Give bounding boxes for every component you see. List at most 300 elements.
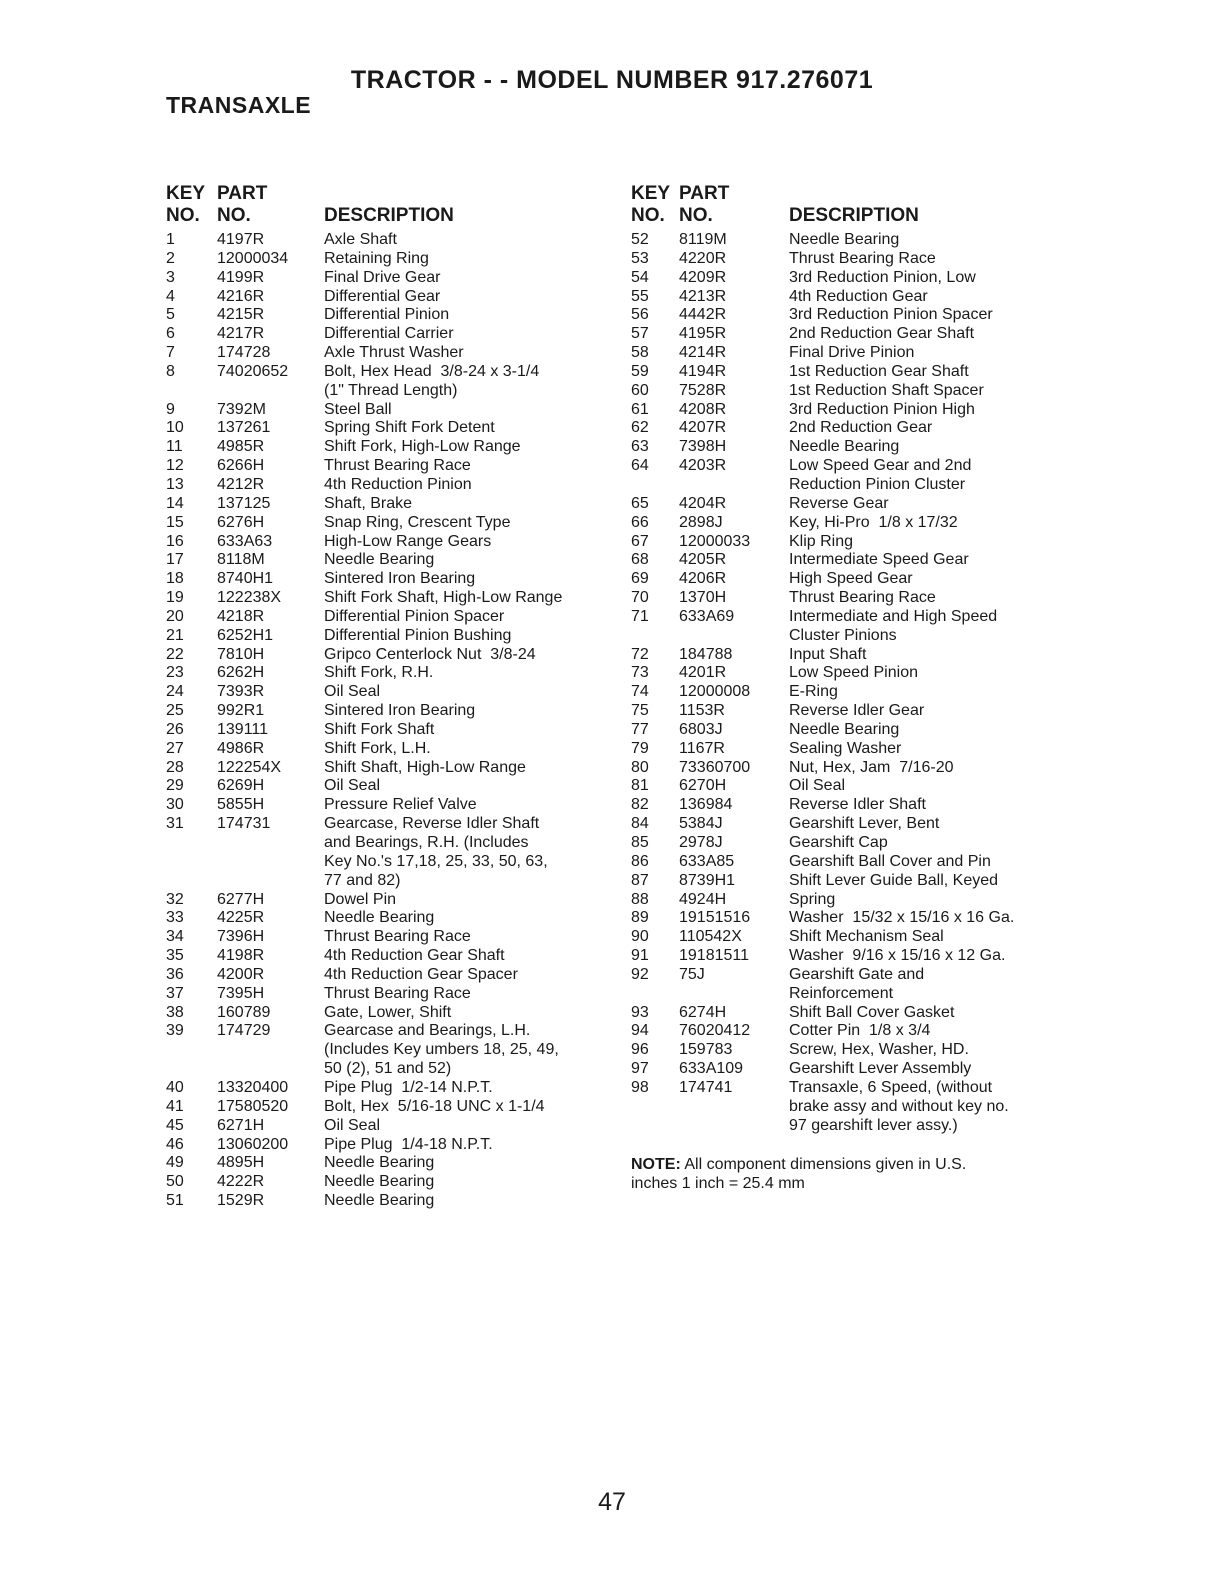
table-body <box>166 231 596 1211</box>
table-row <box>631 325 1051 344</box>
table-row <box>166 438 596 457</box>
part-no-cell: 6277H <box>217 890 265 908</box>
part-no-cell: 184788 <box>679 645 733 663</box>
table-row <box>166 382 596 401</box>
description-cell: Key No.'s 17,18, 25, 33, 50, 63, <box>324 852 548 870</box>
key-no-cell: 5 <box>166 306 175 324</box>
part-no-cell: 7396H <box>217 928 265 946</box>
key-no-cell: 71 <box>631 607 649 625</box>
key-no-cell: 49 <box>166 1154 184 1172</box>
key-no-cell: 30 <box>166 796 184 814</box>
part-no-cell: 5855H <box>217 796 265 814</box>
key-no-cell: 97 <box>631 1060 649 1078</box>
description-cell: Needle Bearing <box>789 720 900 738</box>
description-cell: 1st Reduction Shaft Spacer <box>789 381 984 399</box>
header-part: PART <box>679 183 730 204</box>
table-row <box>631 1079 1051 1098</box>
table-row <box>631 815 1051 834</box>
key-no-cell: 89 <box>631 909 649 927</box>
key-no-cell: 69 <box>631 570 649 588</box>
key-no-cell: 37 <box>166 984 184 1002</box>
key-no-cell: 15 <box>166 513 184 531</box>
part-no-cell: 6270H <box>679 777 727 795</box>
part-no-cell: 1529R <box>217 1192 265 1210</box>
description-cell: Axle Shaft <box>324 231 397 248</box>
key-no-cell: 57 <box>631 325 649 343</box>
description-cell: 4th Reduction Gear Shaft <box>324 947 505 965</box>
description-cell: E-Ring <box>789 683 838 701</box>
table-row <box>166 325 596 344</box>
part-no-cell: 6274H <box>679 1003 727 1021</box>
description-cell: Washer 15/32 x 15/16 x 16 Ga. <box>789 909 1015 927</box>
table-row <box>631 288 1051 307</box>
table-row <box>631 608 1051 627</box>
table-row <box>631 1004 1051 1023</box>
description-cell: 97 gearshift lever assy.) <box>789 1116 958 1134</box>
part-no-cell: 7810H <box>217 645 265 663</box>
key-no-cell: 26 <box>166 720 184 738</box>
table-row <box>166 269 596 288</box>
part-no-cell: 110542X <box>679 928 742 946</box>
description-cell: Reverse Idler Gear <box>789 702 925 720</box>
table-row <box>166 1098 596 1117</box>
part-no-cell: 4216R <box>217 287 265 305</box>
description-cell: Shift Fork Shaft <box>324 720 435 738</box>
part-no-cell: 4204R <box>679 494 727 512</box>
table-row <box>631 759 1051 778</box>
header-key-no: NO. <box>631 205 665 226</box>
key-no-cell: 34 <box>166 928 184 946</box>
table-row <box>631 382 1051 401</box>
part-no-cell <box>679 627 789 646</box>
key-no-cell: 93 <box>631 1003 649 1021</box>
key-no-cell: 41 <box>166 1097 184 1115</box>
page-number: 47 <box>598 1488 626 1516</box>
description-cell: Gearshift Gate and <box>789 965 925 983</box>
part-no-cell: 4200R <box>217 965 265 983</box>
description-cell: 3rd Reduction Pinion, Low <box>789 268 976 286</box>
part-no-cell: 6271H <box>217 1116 265 1134</box>
part-no-cell: 6266H <box>217 457 265 475</box>
page-title: TRACTOR - - MODEL NUMBER 917.276071 <box>350 66 874 94</box>
key-no-cell: 81 <box>631 777 649 795</box>
part-no-cell: 7392M <box>217 400 266 418</box>
table-row <box>166 1136 596 1155</box>
key-no-cell: 33 <box>166 909 184 927</box>
part-no-cell: 633A109 <box>679 1060 744 1078</box>
table-row <box>631 834 1051 853</box>
key-no-cell: 87 <box>631 871 649 889</box>
description-cell: Oil Seal <box>324 1116 381 1134</box>
part-no-cell: 5384J <box>679 815 723 833</box>
key-no-cell: 45 <box>166 1116 184 1134</box>
description-cell: Shift Ball Cover Gasket <box>789 1003 955 1021</box>
description-cell: Gate, Lower, Shift <box>324 1003 452 1021</box>
part-no-cell: 4213R <box>679 287 727 305</box>
part-no-cell: 4207R <box>679 419 727 437</box>
part-no-cell: 1370H <box>679 589 727 607</box>
table-row <box>631 495 1051 514</box>
description-cell: Differential Pinion Bushing <box>324 626 512 644</box>
note-label: NOTE: <box>631 1155 681 1173</box>
key-no-cell: 18 <box>166 570 184 588</box>
description-cell: Low Speed Pinion <box>789 664 918 682</box>
table-row <box>631 985 1051 1004</box>
key-no-cell <box>166 382 217 401</box>
description-cell: Oil Seal <box>789 777 846 795</box>
key-no-cell: 85 <box>631 834 649 851</box>
table-row <box>631 363 1051 382</box>
key-no-cell: 9 <box>166 400 175 418</box>
table-row <box>166 664 596 683</box>
part-no-cell: 6803J <box>679 720 723 738</box>
key-no-cell: 16 <box>166 532 184 550</box>
table-row <box>166 1004 596 1023</box>
description-cell: Gearcase, Reverse Idler Shaft <box>324 815 540 833</box>
table-row <box>631 721 1051 740</box>
description-cell: Klip Ring <box>789 532 854 550</box>
part-no-cell: 4220R <box>679 249 727 267</box>
part-no-cell: 6252H1 <box>217 626 274 644</box>
key-no-cell: 96 <box>631 1041 649 1059</box>
table-row <box>166 966 596 985</box>
part-no-cell: 2978J <box>679 834 723 851</box>
key-no-cell: 10 <box>166 419 184 437</box>
part-no-cell: 633A69 <box>679 607 735 625</box>
table-body <box>631 231 1051 1136</box>
key-no-cell: 58 <box>631 344 649 362</box>
part-no-cell <box>679 985 789 1004</box>
description-cell: Spring Shift Fork Detent <box>324 419 495 437</box>
key-no-cell: 21 <box>166 626 184 644</box>
description-cell: Nut, Hex, Jam 7/16-20 <box>789 758 954 776</box>
table-row <box>166 872 596 891</box>
description-cell: Needle Bearing <box>324 551 435 569</box>
part-no-cell: 7395H <box>217 984 265 1002</box>
table-row <box>166 551 596 570</box>
key-no-cell: 11 <box>166 438 183 456</box>
description-cell: Reverse Idler Shaft <box>789 796 926 814</box>
table-row <box>166 476 596 495</box>
description-cell: 77 and 82) <box>324 871 401 889</box>
key-no-cell <box>166 853 217 872</box>
description-cell: Final Drive Pinion <box>789 344 915 362</box>
key-no-cell: 67 <box>631 532 649 550</box>
key-no-cell: 32 <box>166 890 184 908</box>
part-no-cell: 4222R <box>217 1173 265 1191</box>
note-text: All component dimensions given in U.S. <box>680 1155 967 1173</box>
table-row <box>631 891 1051 910</box>
table-row <box>631 306 1051 325</box>
description-cell: Gearcase and Bearings, L.H. <box>324 1022 531 1040</box>
table-row <box>631 872 1051 891</box>
part-no-cell: 1167R <box>679 739 725 757</box>
key-no-cell: 51 <box>166 1192 184 1210</box>
description-cell: Thrust Bearing Race <box>789 589 936 607</box>
description-cell: Oil Seal <box>324 683 381 701</box>
description-cell: Differential Pinion <box>324 306 450 324</box>
part-no-cell: 159783 <box>679 1041 733 1059</box>
part-no-cell: 8119M <box>679 231 727 248</box>
key-no-cell: 54 <box>631 268 649 286</box>
table-row <box>166 231 596 250</box>
key-no-cell: 62 <box>631 419 649 437</box>
part-no-cell <box>679 1117 789 1136</box>
part-no-cell: 4199R <box>217 268 265 286</box>
table-row <box>166 419 596 438</box>
table-row <box>631 646 1051 665</box>
part-no-cell: 4214R <box>679 344 727 362</box>
table-row <box>631 683 1051 702</box>
part-no-cell <box>679 476 789 495</box>
table-row <box>166 495 596 514</box>
table-row <box>631 777 1051 796</box>
description-cell: Shift Mechanism Seal <box>789 928 944 946</box>
key-no-cell: 14 <box>166 494 184 512</box>
part-no-cell: 633A63 <box>217 532 273 550</box>
key-no-cell: 28 <box>166 758 184 776</box>
key-no-cell: 38 <box>166 1003 184 1021</box>
description-cell: Pipe Plug 1/2-14 N.P.T. <box>324 1078 493 1096</box>
part-no-cell: 992R1 <box>217 702 265 720</box>
key-no-cell <box>631 1117 679 1136</box>
table-row <box>631 740 1051 759</box>
part-no-cell: 136984 <box>679 796 733 814</box>
description-cell: Shift Lever Guide Ball, Keyed <box>789 871 999 889</box>
table-row <box>631 344 1051 363</box>
table-row <box>166 1022 596 1041</box>
table-row <box>631 476 1051 495</box>
description-cell: Bolt, Hex Head 3/8-24 x 3-1/4 <box>324 362 540 380</box>
description-cell: Screw, Hex, Washer, HD. <box>789 1041 969 1059</box>
description-cell: 4th Reduction Gear <box>789 287 928 305</box>
description-cell: Reinforcement <box>789 984 894 1002</box>
description-cell: Gearshift Cap <box>789 834 888 851</box>
part-no-cell: 7393R <box>217 683 265 701</box>
key-no-cell: 60 <box>631 381 649 399</box>
key-no-cell: 92 <box>631 965 649 983</box>
table-row <box>166 1173 596 1192</box>
table-row <box>631 457 1051 476</box>
header-key-no: NO. <box>166 205 200 226</box>
table-row <box>166 1117 596 1136</box>
key-no-cell: 25 <box>166 702 184 720</box>
description-cell: Gearshift Lever, Bent <box>789 815 940 833</box>
table-row <box>631 438 1051 457</box>
key-no-cell: 88 <box>631 890 649 908</box>
key-no-cell: 12 <box>166 457 184 475</box>
key-no-cell: 94 <box>631 1022 649 1040</box>
key-no-cell: 27 <box>166 739 184 757</box>
header-part: PART <box>217 183 268 204</box>
part-no-cell: 73360700 <box>679 758 751 776</box>
part-no-cell <box>217 1060 324 1079</box>
table-row <box>166 1041 596 1060</box>
header-part-no: NO. <box>679 205 713 226</box>
part-no-cell: 633A85 <box>679 852 735 870</box>
description-cell: Needle Bearing <box>324 1173 435 1191</box>
table-row <box>166 457 596 476</box>
key-no-cell <box>166 1041 217 1060</box>
key-no-cell: 52 <box>631 231 649 248</box>
key-no-cell: 80 <box>631 758 649 776</box>
table-row <box>166 853 596 872</box>
key-no-cell: 63 <box>631 438 649 456</box>
table-row <box>166 683 596 702</box>
part-no-cell: 75J <box>679 965 705 983</box>
key-no-cell: 90 <box>631 928 649 946</box>
part-no-cell: 139111 <box>217 720 269 738</box>
part-no-cell: 74020652 <box>217 362 289 380</box>
key-no-cell <box>166 872 217 891</box>
description-cell: Shift Fork, L.H. <box>324 739 431 757</box>
table-row <box>166 740 596 759</box>
key-no-cell: 61 <box>631 400 649 418</box>
description-cell: Cotter Pin 1/8 x 3/4 <box>789 1022 931 1040</box>
key-no-cell: 24 <box>166 683 184 701</box>
key-no-cell: 22 <box>166 645 184 663</box>
key-no-cell: 1 <box>166 231 175 248</box>
description-cell: 3rd Reduction Pinion High <box>789 400 975 418</box>
table-row <box>631 966 1051 985</box>
description-cell: Gearshift Ball Cover and Pin <box>789 852 991 870</box>
key-no-cell <box>631 627 679 646</box>
key-no-cell: 46 <box>166 1135 184 1153</box>
part-no-cell: 4212R <box>217 475 265 493</box>
part-no-cell <box>217 834 324 853</box>
key-no-cell: 72 <box>631 645 649 663</box>
part-no-cell: 4208R <box>679 400 727 418</box>
description-cell: Gearshift Lever Assembly <box>789 1060 972 1078</box>
description-cell: 3rd Reduction Pinion Spacer <box>789 306 993 324</box>
note-text-2: inches 1 inch = 25.4 mm <box>631 1174 805 1192</box>
description-cell: Intermediate Speed Gear <box>789 551 969 569</box>
header-key: KEY <box>166 183 206 204</box>
key-no-cell: 91 <box>631 947 649 965</box>
description-cell: 1st Reduction Gear Shaft <box>789 362 969 380</box>
part-no-cell: 4215R <box>217 306 265 324</box>
table-row <box>631 947 1051 966</box>
key-no-cell: 55 <box>631 287 649 305</box>
table-row <box>631 664 1051 683</box>
table-row <box>631 702 1051 721</box>
description-cell: Shift Shaft, High-Low Range <box>324 758 526 776</box>
table-row <box>166 514 596 533</box>
description-cell: Spring <box>789 890 836 908</box>
description-cell: High-Low Range Gears <box>324 532 492 550</box>
key-no-cell: 73 <box>631 664 649 682</box>
description-cell: Reverse Gear <box>789 494 889 512</box>
key-no-cell: 35 <box>166 947 184 965</box>
table-row <box>166 646 596 665</box>
description-cell: Dowel Pin <box>324 890 397 908</box>
table-row <box>166 401 596 420</box>
parts-table-right <box>631 183 1051 1193</box>
table-row <box>166 759 596 778</box>
description-cell: Sintered Iron Bearing <box>324 702 476 720</box>
part-no-cell: 4895H <box>217 1154 265 1172</box>
part-no-cell <box>217 853 324 872</box>
table-row <box>166 947 596 966</box>
key-no-cell: 8 <box>166 362 175 380</box>
description-cell: Oil Seal <box>324 777 381 795</box>
part-no-cell: 12000008 <box>679 683 751 701</box>
description-cell: Differential Pinion Spacer <box>324 607 505 625</box>
description-cell: (Includes Key umbers 18, 25, 49, <box>324 1041 559 1059</box>
part-no-cell: 1153R <box>679 702 725 720</box>
dimensions-note <box>631 1155 1031 1193</box>
part-no-cell <box>679 1098 789 1117</box>
part-no-cell: 4986R <box>217 739 265 757</box>
description-cell: Thrust Bearing Race <box>324 984 471 1002</box>
table-row <box>631 1098 1051 1117</box>
part-no-cell: 12000033 <box>679 532 751 550</box>
table-row <box>166 344 596 363</box>
part-no-cell: 137125 <box>217 494 271 512</box>
part-no-cell: 4209R <box>679 268 727 286</box>
part-no-cell <box>217 382 324 401</box>
part-no-cell: 122254X <box>217 758 282 776</box>
key-no-cell: 40 <box>166 1078 184 1096</box>
key-no-cell: 50 <box>166 1173 184 1191</box>
key-no-cell: 68 <box>631 551 649 569</box>
description-cell: Snap Ring, Crescent Type <box>324 513 511 531</box>
table-row <box>166 815 596 834</box>
key-no-cell: 23 <box>166 664 184 682</box>
part-no-cell: 19151516 <box>679 909 751 927</box>
table-row <box>166 891 596 910</box>
description-cell: Shift Fork, High-Low Range <box>324 438 521 456</box>
table-row <box>166 250 596 269</box>
description-cell: Intermediate and High Speed <box>789 607 998 625</box>
part-no-cell: 13060200 <box>217 1135 289 1153</box>
table-row <box>631 269 1051 288</box>
table-row <box>166 1192 596 1211</box>
table-row <box>166 589 596 608</box>
description-cell: Key, Hi-Pro 1/8 x 17/32 <box>789 513 958 531</box>
description-cell: 50 (2), 51 and 52) <box>324 1060 452 1078</box>
table-row <box>631 796 1051 815</box>
part-no-cell: 160789 <box>217 1003 271 1021</box>
key-no-cell: 70 <box>631 589 649 607</box>
part-no-cell: 8118M <box>217 551 265 569</box>
key-no-cell <box>631 985 679 1004</box>
part-no-cell: 137261 <box>217 419 271 437</box>
description-cell: Differential Gear <box>324 287 441 305</box>
table-row <box>166 1079 596 1098</box>
table-row <box>631 551 1051 570</box>
header-part-no: NO. <box>217 205 251 226</box>
key-no-cell: 74 <box>631 683 649 701</box>
key-no-cell: 56 <box>631 306 649 324</box>
part-no-cell: 8740H1 <box>217 570 274 588</box>
table-row <box>631 401 1051 420</box>
section-title: TRANSAXLE <box>166 92 312 118</box>
key-no-cell: 86 <box>631 852 649 870</box>
table-row <box>166 985 596 1004</box>
table-row <box>166 777 596 796</box>
key-no-cell: 79 <box>631 739 649 757</box>
table-header <box>631 183 1051 231</box>
table-row <box>631 1022 1051 1041</box>
description-cell: Retaining Ring <box>324 249 429 267</box>
description-cell: Bolt, Hex 5/16-18 UNC x 1-1/4 <box>324 1097 545 1115</box>
description-cell: Sintered Iron Bearing <box>324 570 476 588</box>
description-cell: Shift Fork, R.H. <box>324 664 434 682</box>
description-cell: Washer 9/16 x 15/16 x 12 Ga. <box>789 947 1006 965</box>
part-no-cell <box>217 1041 324 1060</box>
description-cell: Final Drive Gear <box>324 268 441 286</box>
